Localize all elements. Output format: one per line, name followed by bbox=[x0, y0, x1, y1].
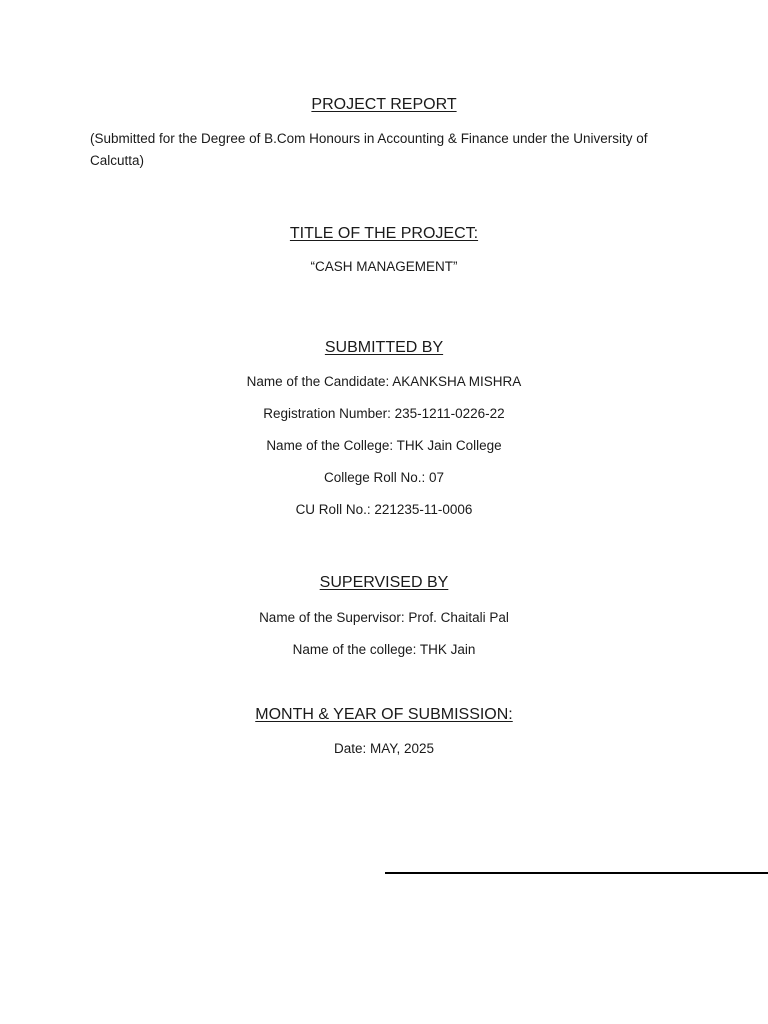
cu-roll-number: CU Roll No.: 221235-11-0006 bbox=[295, 502, 473, 517]
submission-date: Date: MAY, 2025 bbox=[333, 741, 435, 756]
college-name: Name of the College: THK Jain College bbox=[266, 438, 502, 453]
supervisor-college: Name of the college: THK Jain bbox=[292, 642, 476, 657]
supervised-by-heading: SUPERVISED BY bbox=[319, 574, 449, 591]
supervisor-name: Name of the Supervisor: Prof. Chaitali Pal bbox=[259, 610, 509, 625]
project-title-heading: TITLE OF THE PROJECT: bbox=[289, 225, 479, 242]
submitted-by-heading: SUBMITTED BY bbox=[324, 339, 444, 356]
registration-number: Registration Number: 235-1211-0226-22 bbox=[263, 406, 505, 421]
project-title: “CASH MANAGEMENT” bbox=[310, 259, 458, 274]
report-subtitle: (Submitted for the Degree of B.Com Honours in Accounting & Finance under the University of Calcutta) bbox=[90, 131, 648, 168]
signature-line bbox=[385, 872, 768, 874]
report-heading: PROJECT REPORT bbox=[311, 96, 457, 113]
candidate-name: Name of the Candidate: AKANKSHA MISHRA bbox=[246, 374, 522, 389]
college-roll-number: College Roll No.: 07 bbox=[323, 470, 445, 485]
submission-heading: MONTH & YEAR OF SUBMISSION: bbox=[255, 706, 513, 723]
